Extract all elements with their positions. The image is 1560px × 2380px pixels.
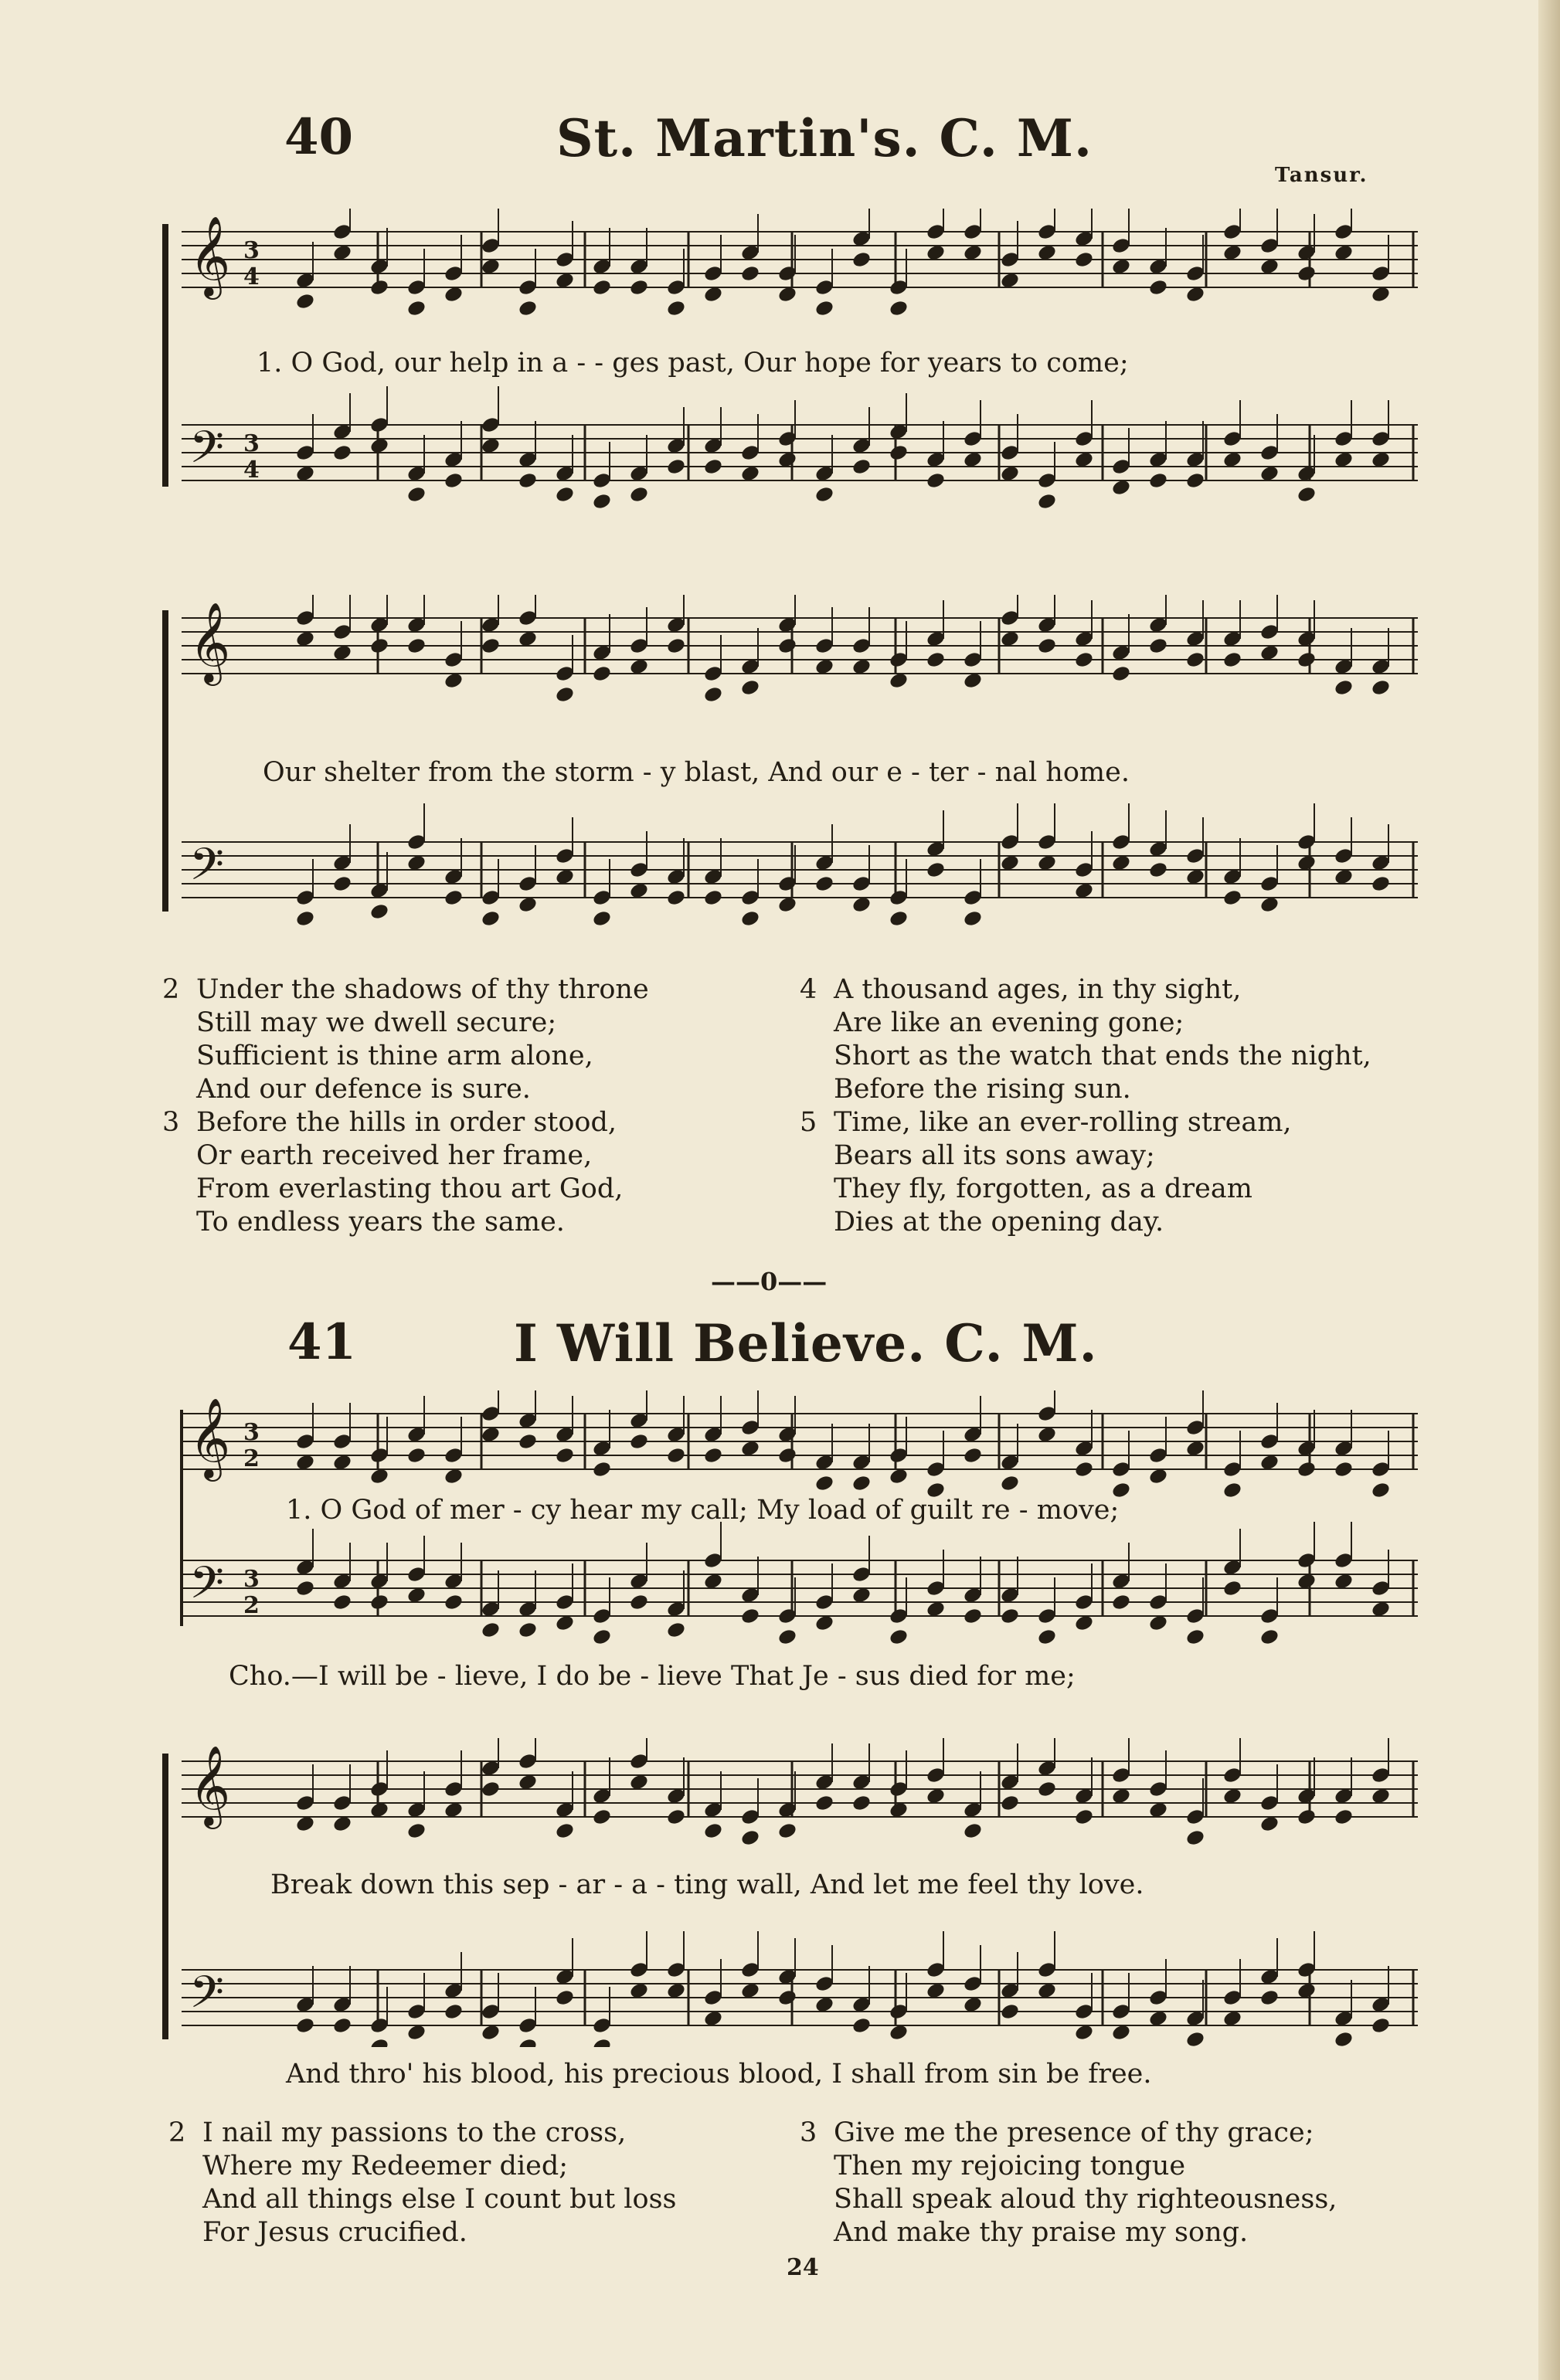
svg-text:𝄞: 𝄞 xyxy=(189,216,231,297)
svg-text:2: 2 xyxy=(243,1592,260,1619)
note-head xyxy=(666,299,687,317)
note-head xyxy=(740,909,761,928)
svg-text:𝄢: 𝄢 xyxy=(189,1966,225,2029)
note-head xyxy=(1334,2030,1354,2047)
lyrics-line: Break down this sep - ar - a - ting wall, And let me feel thy love. xyxy=(270,1869,1144,1900)
note-head xyxy=(1037,1628,1058,1646)
note-head xyxy=(406,1821,427,1840)
note-head xyxy=(369,1593,390,1611)
note-head xyxy=(518,2037,539,2047)
note-head xyxy=(814,874,835,893)
note-head xyxy=(444,1593,464,1611)
note-head xyxy=(777,1988,798,2007)
note-head xyxy=(666,637,687,655)
note-head xyxy=(1297,1460,1317,1479)
note-head xyxy=(481,1621,501,1639)
verse-line: 3 Before the hills in order stood, xyxy=(162,1107,617,1138)
note-head xyxy=(1185,2030,1206,2047)
note-head xyxy=(629,278,650,297)
note-head xyxy=(1074,650,1095,669)
verse-line: Are like an evening gone; xyxy=(834,1007,1184,1038)
note-head xyxy=(444,2002,464,2021)
note-head xyxy=(1371,2016,1392,2035)
note-head xyxy=(555,685,576,704)
note-head xyxy=(1111,1593,1132,1611)
verse-column-left xyxy=(168,2117,677,2249)
verse-number: 2 xyxy=(162,974,180,1005)
verse-line: Bears all its sons away; xyxy=(834,1140,1155,1171)
note-head xyxy=(555,1821,576,1840)
note-head xyxy=(963,1607,984,1625)
note-head xyxy=(1000,1794,1021,1812)
note-head xyxy=(369,2037,390,2047)
note-head xyxy=(1371,1481,1392,1499)
note-head xyxy=(889,443,909,462)
note-head xyxy=(1185,471,1206,490)
note-head xyxy=(629,1593,650,1611)
lyrics-line: And thro' his blood, his precious blood, I shall from sin be free. xyxy=(286,2059,1152,2090)
svg-text:𝄞: 𝄞 xyxy=(189,602,231,683)
verse-line: Sufficient is thine arm alone, xyxy=(196,1041,593,1071)
verse-line: 2 I nail my passions to the cross, xyxy=(168,2117,627,2148)
hymn-number: 40 xyxy=(284,108,354,166)
note-head xyxy=(889,909,909,928)
svg-text:2: 2 xyxy=(243,1445,260,1472)
svg-text:𝄢: 𝄢 xyxy=(189,838,225,901)
note-head xyxy=(592,278,613,297)
note-head xyxy=(406,299,427,317)
note-head xyxy=(406,637,427,655)
note-head xyxy=(1185,1628,1206,1646)
note-head xyxy=(444,888,464,907)
note-head xyxy=(481,637,501,655)
verse-line: Still may we dwell secure; xyxy=(196,1007,557,1038)
note-head xyxy=(1000,1607,1021,1625)
note-head xyxy=(332,443,353,462)
verse-line: Before the rising sun. xyxy=(834,1074,1131,1105)
note-head xyxy=(369,637,390,655)
verse-line: And our defence is sure. xyxy=(196,1074,531,1105)
hymn-title: I Will Believe. C. M. xyxy=(514,1313,1098,1373)
note-head xyxy=(555,485,576,504)
note-head xyxy=(740,1828,761,1847)
verse-line: From everlasting thou art God, xyxy=(196,1173,624,1204)
note-head xyxy=(1297,264,1317,283)
note-head xyxy=(592,909,613,928)
note-head xyxy=(1000,1474,1021,1492)
note-head xyxy=(777,637,798,655)
note-head xyxy=(481,1780,501,1798)
svg-text:4: 4 xyxy=(243,457,260,484)
verse-column-left xyxy=(162,973,649,1239)
note-head xyxy=(332,2016,353,2035)
composer: Tansur. xyxy=(1275,164,1368,187)
note-head xyxy=(1222,1481,1243,1499)
note-head xyxy=(926,471,947,490)
note-head xyxy=(332,1593,353,1611)
note-head xyxy=(592,664,613,683)
verse-number: 2 xyxy=(168,2117,186,2148)
verse-column-right xyxy=(800,2117,1337,2249)
note-head xyxy=(666,1446,687,1465)
note-head xyxy=(1148,637,1169,655)
svg-text:3: 3 xyxy=(243,430,260,457)
note-head xyxy=(889,1628,909,1646)
note-head xyxy=(851,1474,872,1492)
note-head xyxy=(1259,1988,1280,2007)
note-head xyxy=(1371,874,1392,893)
page-edge xyxy=(1538,0,1560,2380)
note-head xyxy=(740,264,761,283)
note-head xyxy=(518,1432,539,1451)
note-head xyxy=(1297,650,1317,669)
note-head xyxy=(814,1474,835,1492)
note-head xyxy=(703,1446,724,1465)
svg-text:3: 3 xyxy=(243,1566,260,1593)
note-head xyxy=(666,1808,687,1826)
note-head xyxy=(629,485,650,504)
svg-text:𝄢: 𝄢 xyxy=(189,421,225,484)
note-head xyxy=(369,278,390,297)
note-head xyxy=(1185,1828,1206,1847)
note-head xyxy=(1297,1808,1317,1826)
note-head xyxy=(963,1446,984,1465)
lyrics-line: 1. O God, our help in a - - ges past, Our hope for years to come; xyxy=(257,348,1129,379)
note-head xyxy=(1037,1780,1058,1798)
note-head xyxy=(295,909,316,928)
verse-number: 5 xyxy=(800,1107,817,1138)
note-head xyxy=(406,1446,427,1465)
note-head xyxy=(1222,888,1243,907)
chorus-lyrics-line: Cho.—I will be - lieve, I do be - lieve That Je - sus died for me; xyxy=(229,1661,1076,1692)
note-head xyxy=(851,250,872,269)
note-head xyxy=(1185,650,1206,669)
verse-line: And make thy praise my song. xyxy=(834,2217,1249,2248)
note-head xyxy=(1037,492,1058,511)
verse-number: 3 xyxy=(800,2117,817,2148)
note-head xyxy=(703,1821,724,1840)
note-head xyxy=(963,1821,984,1840)
note-head xyxy=(592,492,613,511)
note-head xyxy=(740,678,761,697)
svg-text:3: 3 xyxy=(243,1419,260,1446)
note-head xyxy=(1222,650,1243,669)
note-head xyxy=(592,1460,613,1479)
note-head xyxy=(666,888,687,907)
note-head xyxy=(703,685,724,704)
note-head xyxy=(1222,1579,1243,1597)
note-head xyxy=(1111,664,1132,683)
note-head xyxy=(1334,1808,1354,1826)
svg-text:𝄢: 𝄢 xyxy=(189,1557,225,1620)
note-head xyxy=(740,1607,761,1625)
note-head xyxy=(703,457,724,476)
note-head xyxy=(1371,678,1392,697)
note-head xyxy=(851,457,872,476)
note-head xyxy=(777,1821,798,1840)
note-head xyxy=(555,1988,576,2007)
note-head xyxy=(369,902,390,921)
note-head xyxy=(851,2016,872,2035)
note-head xyxy=(926,861,947,879)
note-head xyxy=(1334,678,1354,697)
note-head xyxy=(1074,1460,1095,1479)
note-head xyxy=(1000,2002,1021,2021)
note-head xyxy=(592,2037,613,2047)
note-head xyxy=(1259,1628,1280,1646)
verse-line: And all things else I count but loss xyxy=(202,2184,677,2215)
note-head xyxy=(444,471,464,490)
note-head xyxy=(592,1808,613,1826)
lyrics-line: 1. O God of mer - cy hear my call; My load of guilt re - move; xyxy=(286,1495,1120,1526)
verse-line: They fly, forgotten, as a dream xyxy=(834,1173,1252,1204)
note-head xyxy=(295,1579,316,1597)
verse-line: 5 Time, like an ever-rolling stream, xyxy=(800,1107,1292,1138)
note-head xyxy=(481,909,501,928)
note-head xyxy=(1148,471,1169,490)
note-head xyxy=(814,485,835,504)
note-head xyxy=(777,1628,798,1646)
verse-line: 4 A thousand ages, in thy sight, xyxy=(800,974,1242,1005)
note-head xyxy=(332,874,353,893)
signature-mark: 24 xyxy=(787,2254,819,2281)
verse-column-right xyxy=(800,973,1371,1239)
note-head xyxy=(926,650,947,669)
verse-line: Where my Redeemer died; xyxy=(202,2151,569,2181)
note-head xyxy=(777,1446,798,1465)
hymn-number: 41 xyxy=(287,1313,357,1371)
note-head xyxy=(629,1432,650,1451)
note-head xyxy=(518,1621,539,1639)
lyrics-line: Our shelter from the storm - y blast, And our e - ter - nal home. xyxy=(263,757,1130,788)
separator: ——0—— xyxy=(711,1267,828,1296)
note-head xyxy=(814,299,835,317)
note-head xyxy=(851,1794,872,1812)
verse-line: 3 Give me the presence of thy grace; xyxy=(800,2117,1314,2148)
note-head xyxy=(1148,278,1169,297)
svg-text:𝄞: 𝄞 xyxy=(189,1397,231,1479)
note-head xyxy=(295,292,316,311)
verse-line: For Jesus crucified. xyxy=(202,2217,467,2248)
note-head xyxy=(555,1446,576,1465)
note-head xyxy=(1074,1808,1095,1826)
verse-line: Then my rejoicing tongue xyxy=(834,2151,1186,2181)
note-head xyxy=(703,888,724,907)
note-head xyxy=(963,909,984,928)
verse-number: 3 xyxy=(162,1107,180,1138)
note-head xyxy=(666,457,687,476)
verse-line: Shall speak aloud thy righteousness, xyxy=(834,2184,1337,2215)
verse-line: Or earth received her frame, xyxy=(196,1140,593,1171)
note-head xyxy=(592,1628,613,1646)
note-head xyxy=(295,2016,316,2035)
note-head xyxy=(1037,637,1058,655)
hymn-title: St. Martin's. C. M. xyxy=(556,108,1093,168)
note-head xyxy=(814,1794,835,1812)
note-head xyxy=(406,485,427,504)
note-head xyxy=(518,299,539,317)
note-head xyxy=(666,1621,687,1639)
verse-line: 2 Under the shadows of thy throne xyxy=(162,974,649,1005)
note-head xyxy=(1297,485,1317,504)
note-head xyxy=(518,471,539,490)
note-head xyxy=(1148,861,1169,879)
svg-text:3: 3 xyxy=(243,237,260,264)
verse-line: Short as the watch that ends the night, xyxy=(834,1041,1371,1071)
note-head xyxy=(1074,250,1095,269)
note-head xyxy=(889,299,909,317)
verse-line: Dies at the opening day. xyxy=(834,1207,1164,1238)
note-head xyxy=(1334,1460,1354,1479)
svg-text:𝄞: 𝄞 xyxy=(189,1745,231,1826)
verse-number: 4 xyxy=(800,974,817,1005)
svg-text:4: 4 xyxy=(243,263,260,290)
verse-line: To endless years the same. xyxy=(196,1207,565,1238)
